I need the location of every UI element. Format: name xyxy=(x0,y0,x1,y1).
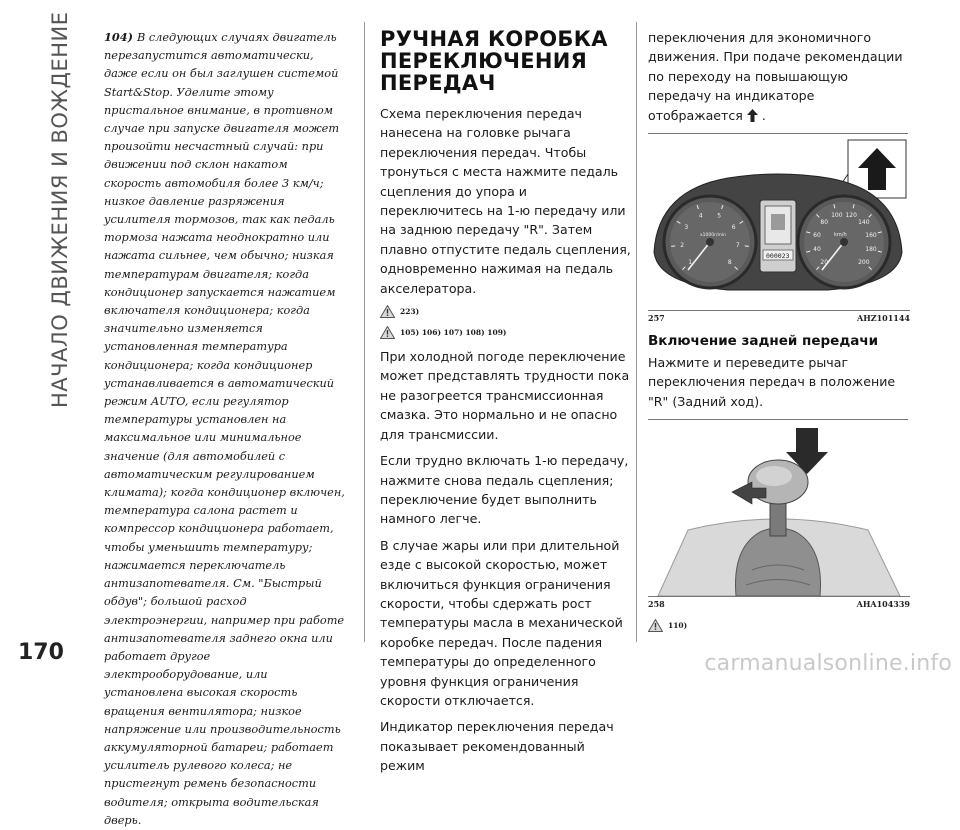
speedometer-tick-label: 120 xyxy=(845,212,857,220)
speedometer-tick-label: 180 xyxy=(865,246,877,254)
warning-note xyxy=(104,28,348,830)
paragraph: При холодной погоде переключение может представлять трудности пока не разогреется трансмиссионная смазка. Это нормально и не опасно для трансмиссии. xyxy=(380,349,630,442)
section-side-title: НАЧАЛО ДВИЖЕНИЯ И ВОЖДЕНИЕ xyxy=(48,11,72,408)
speedometer-tick-label: 20 xyxy=(820,258,829,266)
speedometer-tick-label: 80 xyxy=(820,219,829,227)
figure-caption xyxy=(648,310,910,323)
caution-icon xyxy=(648,619,663,632)
caution-icon xyxy=(380,326,395,339)
page-number: 170 xyxy=(18,640,64,665)
paragraph: переключения для экономичного движения. При подаче рекомендации по переходу на повышающую передачу на индикаторе отображается . xyxy=(648,30,903,123)
tachometer-tick-label: 4 xyxy=(698,212,703,220)
tachometer-tick-label: 7 xyxy=(735,242,740,250)
speedometer-tick-label: 60 xyxy=(813,231,821,239)
tachometer-tick-label: 6 xyxy=(731,224,736,232)
reference-numbers: 110) xyxy=(668,621,688,631)
figure-caption xyxy=(648,596,910,609)
tachometer-tick-label: 8 xyxy=(727,258,732,266)
tachometer-tick-label: 1 xyxy=(688,258,693,266)
odometer-readout: 000023 xyxy=(766,252,790,261)
warning-reference xyxy=(648,619,910,632)
paragraph: Если трудно включать 1-ю передачу, нажмите снова педаль сцепления; переключение будет выполнить намного легче. xyxy=(380,453,629,527)
column-divider xyxy=(364,22,365,642)
note-number: 104) xyxy=(104,30,133,44)
reference-numbers: 223) xyxy=(400,307,420,317)
figure-code: AHA104339 xyxy=(856,599,910,610)
figure-gear-lever xyxy=(648,419,908,596)
upshift-arrow-icon xyxy=(747,109,758,122)
reference-numbers: 105) 106) 107) 108) 109) xyxy=(400,328,507,338)
instrument-cluster-illustration xyxy=(648,134,908,310)
speedometer-tick-label: 100 xyxy=(831,212,843,220)
note-text: В следующих случаях двигатель перезапустится автоматически, даже если он был заглушен системой Start&Stop. Уделите этому пристальное внимание, в противном случае при запуске двигателя может произойти несчастный случай: при движении под склон накатом скорость автомобиля более 3 км/ч; низкое давление разряжения усилителя тормозов, так как педаль тормоза нажата неоднократно или нажата сильнее, чем обычно; низкая температурам двигателя; когда кондиционер запускается нажатием включателя кондиционера; когда значительно изменяется установленная температура кондиционера; когда кондиционер устанавливается в автоматический режим AUTO, если регулятор температуры установлен на максимальное или минимальное значение (для автомобилей с автоматическим регулированием климата); когда кондиционер включен, температура салона растет и компрессор кондиционера работает, чтобы уменьшить температуру; нажимается переключатель антизапотевателя. См. "Быстрый обдув"; большой расход электроэнергии, например при работе антизапотевателя заднего окна или работает другое электрооборудование, или установлена высокая скорость вращения вентилятора; низкое напряжение или производительность аккумуляторной батареи; работает усилитель рулевого колеса; не пристегнут ремень безопасности водителя; открыта водительская дверь. xyxy=(104,31,345,827)
paragraph: Схема переключения передач нанесена на головке рычага переключения передач. Чтобы тронуться с места нажмите педаль сцепления до упора и переключитесь на 1-ю передачу или на заднюю передачу "R". Затем плавно отпустите педаль сцепления, одновременно нажимая на педаль акселератора. xyxy=(380,106,631,296)
tachometer-tick-mark xyxy=(671,246,675,247)
speedometer-unit: km/h xyxy=(834,232,847,239)
figure-instrument-cluster xyxy=(648,133,908,310)
figure-number: 258 xyxy=(648,599,665,610)
paragraph: Нажмите и переведите рычаг переключения передач в положение "R" (Задний ход). xyxy=(648,355,896,409)
column-divider xyxy=(636,22,637,642)
speedometer-tick-label: 40 xyxy=(813,246,821,254)
figure-code: AHZ101144 xyxy=(856,313,910,324)
paragraph: В случае жары или при длительной езде с высокой скоростью, может включиться функция ограничения скорости, чтобы сдержать рост температуры масла в механической коробке передач. После падения температуры до определенного уровня функция ограничения скорости отключается. xyxy=(380,537,623,708)
watermark: carmanualsonline.info xyxy=(704,651,952,676)
manual-gearbox-section xyxy=(380,28,632,783)
tachometer-tick-mark xyxy=(745,246,749,247)
warning-reference xyxy=(380,305,632,318)
speedometer-tick-label: 160 xyxy=(865,231,877,239)
gear-lever-illustration xyxy=(648,420,908,596)
figure-number: 257 xyxy=(648,313,665,324)
warning-reference xyxy=(380,326,632,339)
speedometer-tick-label: 200 xyxy=(858,258,870,266)
caution-icon xyxy=(380,305,395,318)
tachometer-tick-label: 3 xyxy=(684,224,689,232)
reverse-gear-section xyxy=(648,28,910,640)
section-heading: РУЧНАЯ КОРОБКА ПЕРЕКЛЮЧЕНИЯ ПЕРЕДАЧ xyxy=(380,27,608,95)
subsection-heading: Включение задней передачи xyxy=(648,333,879,350)
tachometer-tick-label: 5 xyxy=(717,212,722,220)
paragraph: Индикатор переключения передач показывает рекомендованный режим xyxy=(380,719,614,774)
tachometer-tick-label: 2 xyxy=(680,242,685,250)
tachometer-unit: x1000r/min xyxy=(700,233,726,239)
speedometer-tick-label: 140 xyxy=(858,219,870,227)
